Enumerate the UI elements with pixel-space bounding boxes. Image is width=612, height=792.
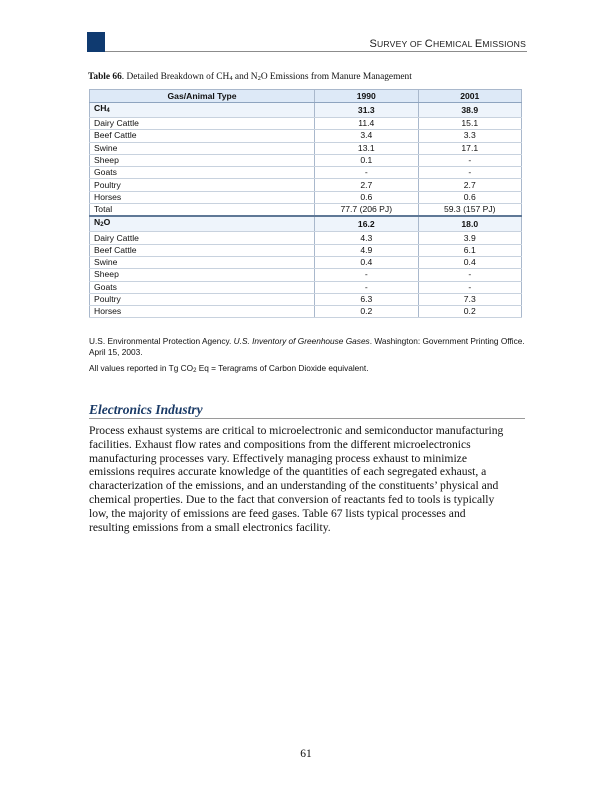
paragraph-line: low, the majority of emissions are feed gases. Table 67 lists typical processes and	[89, 506, 466, 520]
cell-type: Beef Cattle	[90, 244, 315, 256]
gas-row-n2o	[90, 216, 522, 232]
cell-2001: 3.3	[418, 130, 521, 142]
section-rule	[89, 418, 525, 419]
cell-2001: -	[418, 167, 521, 179]
table-row	[90, 269, 522, 281]
table-caption: Table 66. Detailed Breakdown of $CH_4$ and $N_2O$ Emissions from Manure Management	[88, 72, 412, 82]
cell-type: Beef Cattle	[90, 130, 315, 142]
column-header-type: Gas/Animal Type	[90, 90, 315, 103]
cell-2001: -	[418, 154, 521, 166]
column-header-1990: 1990	[315, 90, 418, 103]
cell-type: Swine	[90, 142, 315, 154]
paragraph-line: facilities. Exhaust flow rates and compositions from the different microelectronics	[89, 437, 471, 451]
cell-type: Sheep	[90, 154, 315, 166]
cell-1990: 3.4	[315, 130, 418, 142]
cell-2001: 15.1	[418, 118, 521, 130]
cell-type: Goats	[90, 281, 315, 293]
gas-row-ch4	[90, 103, 522, 118]
table-caption-label: Table 66	[88, 72, 122, 82]
cell-2001: 2.7	[418, 179, 521, 191]
table-row	[90, 154, 522, 166]
section-body-paragraph	[89, 424, 529, 534]
emissions-table	[89, 89, 522, 318]
cell-type: Horses	[90, 306, 315, 318]
section-heading: Electronics Industry	[89, 402, 203, 417]
table-row	[90, 179, 522, 191]
table-row	[90, 293, 522, 305]
table-row	[90, 244, 522, 256]
cell-2001: 0.2	[418, 306, 521, 318]
table-source-note: U.S. Environmental Protection Agency. U.S. Inventory of Greenhouse Gases. Washington: Government Printing Office. April 15, 2003.	[89, 336, 525, 357]
table-row	[90, 256, 522, 268]
table-row	[90, 118, 522, 130]
header-rule	[105, 51, 527, 52]
paragraph-line: resulting emissions from a small electronics facility.	[89, 520, 331, 534]
cell-type: Goats	[90, 167, 315, 179]
cell-1990: 16.2	[315, 216, 418, 232]
cell-1990: 2.7	[315, 179, 418, 191]
cell-type: Horses	[90, 191, 315, 203]
cell-1990: 77.7 (206 PJ)	[315, 204, 418, 217]
paragraph-line: chemical properties. Due to the fact that conversion of reactants fed to tools is typically	[89, 492, 495, 506]
cell-1990: 0.1	[315, 154, 418, 166]
table-units-note: All values reported in Tg $CO_2$ Eq = Teragrams of Carbon Dioxide equivalent.	[89, 363, 369, 374]
cell-2001: 0.4	[418, 256, 521, 268]
cell-type: Sheep	[90, 269, 315, 281]
total-row	[90, 204, 522, 217]
cell-2001: 7.3	[418, 293, 521, 305]
cell-type: Dairy Cattle	[90, 118, 315, 130]
cell-2001: 0.6	[418, 191, 521, 203]
cell-2001: 38.9	[418, 103, 521, 118]
table-header-row	[90, 90, 522, 103]
cell-2001: -	[418, 269, 521, 281]
cell-2001: 17.1	[418, 142, 521, 154]
cell-2001: 6.1	[418, 244, 521, 256]
cell-2001: 3.9	[418, 232, 521, 244]
paragraph-line: manufacturing processes vary. Effectively managing process exhaust to minimize	[89, 451, 467, 465]
cell-1990: 6.3	[315, 293, 418, 305]
table-row	[90, 142, 522, 154]
paragraph-line: characterization of the emissions, and an understanding of the constituents’ physical and	[89, 479, 499, 493]
table-row	[90, 191, 522, 203]
gas-label: $N_2O$	[90, 216, 315, 232]
cell-1990: 13.1	[315, 142, 418, 154]
cell-1990: -	[315, 281, 418, 293]
table-row	[90, 167, 522, 179]
table-row	[90, 281, 522, 293]
header-accent-square	[87, 32, 105, 52]
cell-1990: -	[315, 167, 418, 179]
paragraph-line: Process exhaust systems are critical to microelectronic and semiconductor manufacturing	[89, 424, 504, 437]
cell-2001: 59.3 (157 PJ)	[418, 204, 521, 217]
page-number: 61	[300, 748, 312, 760]
cell-2001: -	[418, 281, 521, 293]
cell-2001: 18.0	[418, 216, 521, 232]
cell-1990: 11.4	[315, 118, 418, 130]
cell-1990: 0.6	[315, 191, 418, 203]
cell-type: Total	[90, 204, 315, 217]
table-row	[90, 130, 522, 142]
table-row	[90, 232, 522, 244]
cell-type: Dairy Cattle	[90, 232, 315, 244]
cell-1990: 4.3	[315, 232, 418, 244]
table-row	[90, 306, 522, 318]
cell-1990: -	[315, 269, 418, 281]
cell-type: Poultry	[90, 179, 315, 191]
cell-1990: 4.9	[315, 244, 418, 256]
paragraph-line: emissions requires accurate knowledge of the quantities of each segregated exhaust, a	[89, 465, 487, 479]
source-title: U.S. Inventory of Greenhouse Gases	[233, 336, 370, 346]
cell-1990: 0.2	[315, 306, 418, 318]
gas-label: $CH_4$	[90, 103, 315, 118]
running-header-title: SURVEY OF CHEMICAL EMISSIONS	[369, 38, 526, 50]
column-header-2001: 2001	[418, 90, 521, 103]
cell-type: Swine	[90, 256, 315, 268]
cell-1990: 31.3	[315, 103, 418, 118]
cell-type: Poultry	[90, 293, 315, 305]
cell-1990: 0.4	[315, 256, 418, 268]
